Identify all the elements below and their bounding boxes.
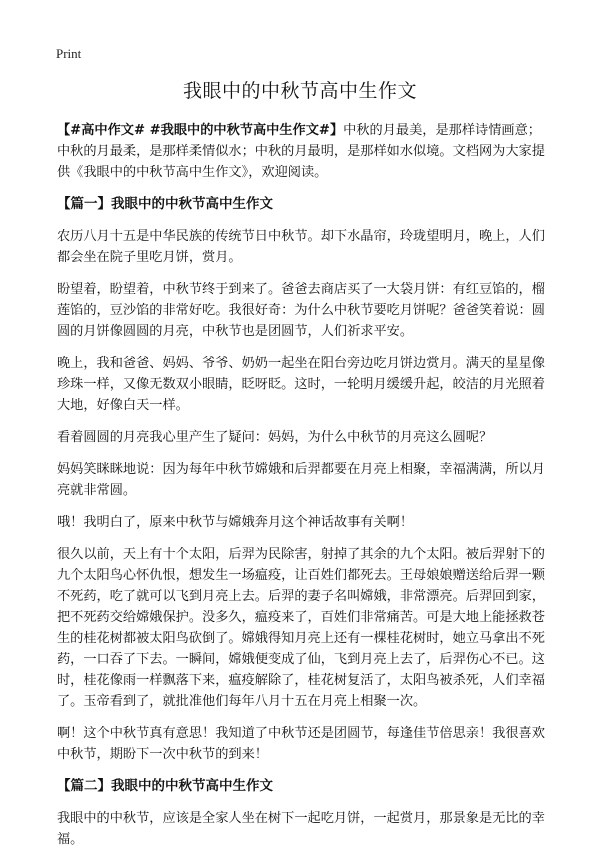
intro-tag: 【#高中作文# #我眼中的中秋节高中生作文#】 [57, 123, 344, 138]
paragraph: 晚上，我和爸爸、妈妈、爷爷、奶奶一起坐在阳台旁边吃月饼边赏月。满天的星星像珍珠一样，又像无数双小眼睛，眨呀眨。这时，一轮明月缓缓升起，皎洁的月光照着大地，好像白天一样。 [57, 356, 545, 413]
section-heading-2: 【篇二】我眼中的中秋节高中生作文 [57, 778, 273, 794]
print-link[interactable]: Print [56, 46, 82, 61]
paragraph: 妈妈笑眯眯地说：因为每年中秋节嫦娥和后羿都要在月亮上相聚，幸福满满，所以月亮就非常圆。 [57, 462, 545, 498]
paragraph: 盼望着，盼望着，中秋节终于到来了。爸爸去商店买了一大袋月饼：有红豆馅的，榴莲馅的，豆沙馅的非常好吃。我很好奇：为什么中秋节要吃月饼呢？爸爸笑着说：圆圆的月饼像圆圆的月亮，中秋节也是团圆节，人们祈求平安。 [57, 282, 545, 339]
page-title: 我眼中的中秋节高中生作文 [182, 80, 417, 102]
article-body [57, 120, 549, 861]
paragraph: 哦！我明白了，原来中秋节与嫦娥奔月这个神话故事有关啊！ [57, 515, 414, 530]
intro-text: 中秋的月最美，是那样诗情画意；中秋的月最柔，是那样柔情似水；中秋的月最明，是那样如水似境。文档网为大家提供《我眼中的中秋节高中生作文》，欢迎阅读。 [57, 123, 545, 180]
paragraph: 我眼中的中秋节，应该是全家人坐在树下一起吃月饼，一起赏月，那景象是无比的幸福。 [57, 811, 545, 847]
paragraph: 很久以前，天上有十个太阳，后羿为民除害，射掉了其余的九个太阳。被后羿射下的九个太阳鸟心怀仇恨，想发生一场瘟疫，让百姓们都死去。王母娘娘赠送给后羿一颗不死药，吃了就可以飞到月亮上去。后羿的妻子名叫嫦娥，非常漂亮。后羿回到家，把不死药交给嫦娥保护。没多久，瘟疫来了，百姓们非常痛苦。可是大地上能拯救苍生的桂花树都被太阳鸟砍倒了。嫦娥得知月亮上还有一棵桂花树时，她立马拿出不死药，一口吞了下去。一瞬间，嫦娥便变成了仙，飞到月亮上去了，后羿伤心不已。这时，桂花像雨一样飘落下来，瘟疫解除了，桂花树复活了，太阳鸟被杀死，人们幸福了。玉帝看到了，就批准他们每年八月十五在月亮上相聚一次。 [57, 547, 545, 709]
paragraph: 看着圆圆的月亮我心里产生了疑问：妈妈，为什么中秋节的月亮这么圆呢？ [57, 430, 493, 445]
paragraph: 农历八月十五是中华民族的传统节日中秋节。却下水晶帘，玲珑望明月，晚上，人们都会坐在院子里吃月饼，赏月。 [57, 229, 545, 265]
paragraph: 啊！这个中秋节真有意思！我知道了中秋节还是团圆节，每逢佳节倍思亲！我很喜欢中秋节，期盼下一次中秋节的到来！ [57, 726, 545, 762]
intro-paragraph [57, 120, 549, 183]
section-heading-1: 【篇一】我眼中的中秋节高中生作文 [57, 196, 273, 212]
